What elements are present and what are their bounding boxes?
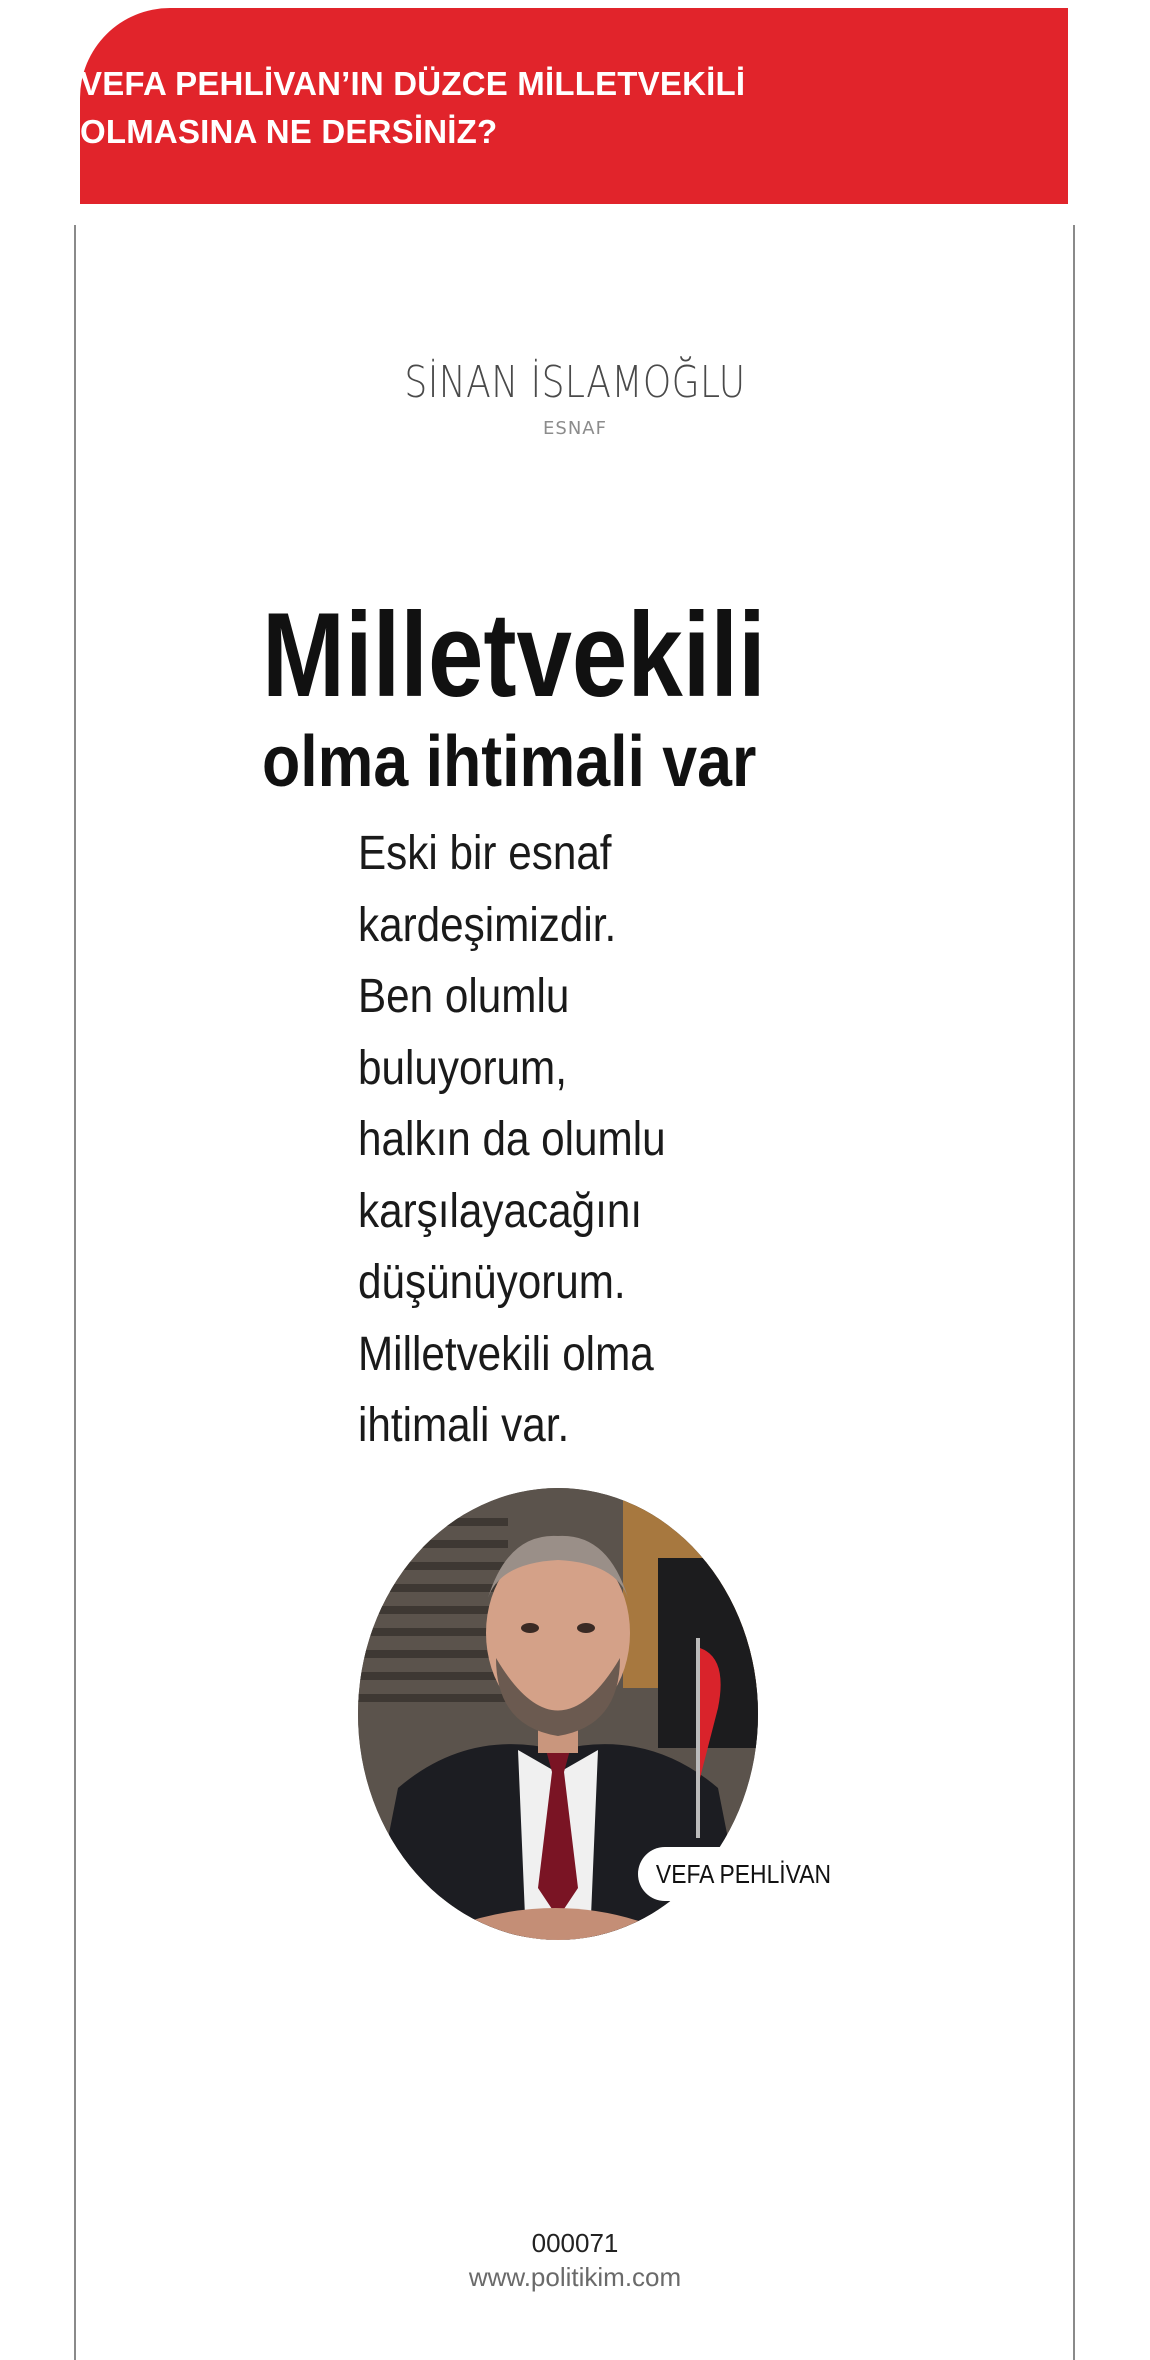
respondent-name: SİNAN İSLAMOĞLU bbox=[404, 357, 746, 408]
quote-line: Milletvekili olma bbox=[358, 1327, 654, 1381]
quote-line: kardeşimizdir. bbox=[358, 898, 617, 952]
header-title bbox=[80, 60, 900, 156]
quote-line: halkın da olumlu bbox=[358, 1113, 666, 1166]
respondent-role: ESNAF bbox=[543, 418, 607, 439]
quote-line: düşünüyorum. bbox=[358, 1256, 626, 1309]
left-border-line bbox=[74, 225, 76, 2360]
quote-line: karşılayacağını bbox=[358, 1184, 643, 1238]
footer-code: 000071 bbox=[531, 2228, 619, 2258]
subject-name-tag bbox=[638, 1847, 848, 1901]
quote-subheadline: olma ihtimali var bbox=[262, 722, 757, 802]
quote-line: buluyorum, bbox=[358, 1041, 567, 1095]
quote-body bbox=[358, 818, 763, 1462]
quote-line: Ben olumlu bbox=[358, 970, 570, 1023]
right-border-line bbox=[1073, 225, 1075, 2360]
quote-line: Eski bir esnaf bbox=[358, 827, 612, 880]
subject-name: VEFA PEHLİVAN bbox=[655, 1858, 831, 1889]
footer-website-link[interactable]: www.politikim.com bbox=[468, 2262, 682, 2292]
header-title-text: VEFA PEHLİVAN’IN DÜZCE MİLLETVEKİLİ OLMASINA NE DERSİNİZ? bbox=[80, 65, 746, 150]
quote-line: ihtimali var. bbox=[358, 1399, 570, 1452]
quote-headline: Milletvekili bbox=[262, 588, 766, 722]
